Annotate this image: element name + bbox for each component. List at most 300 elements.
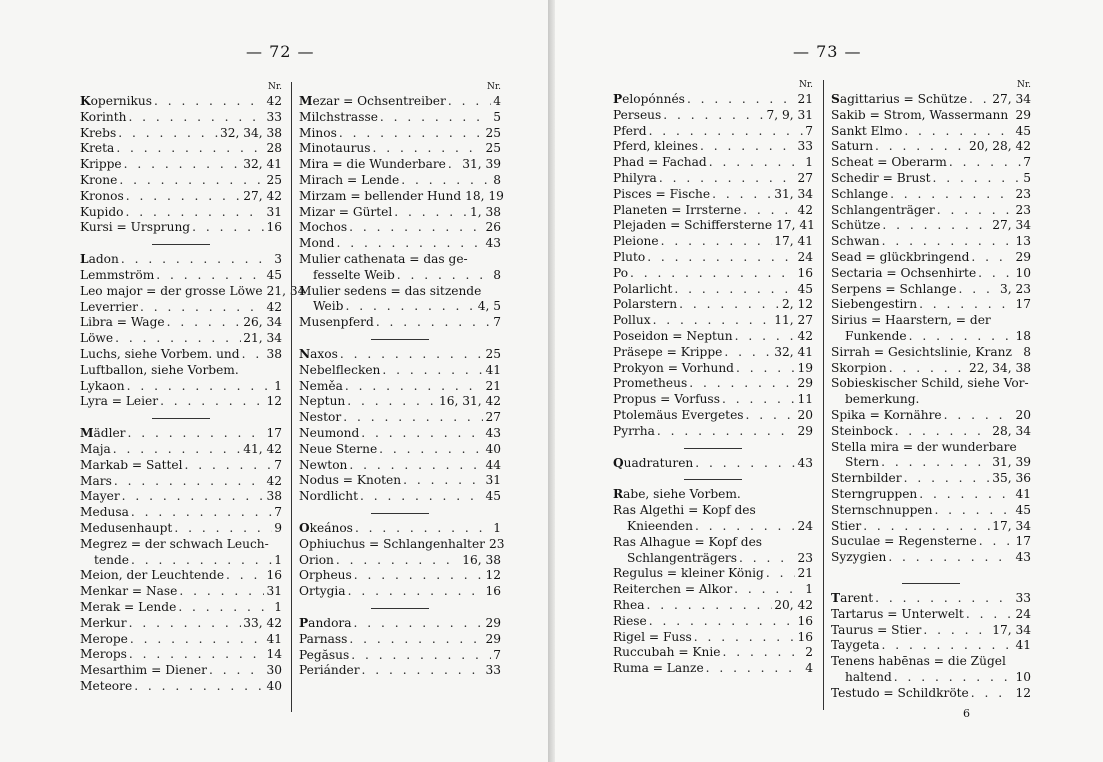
index-entry	[613, 108, 813, 124]
dot-leader	[448, 157, 460, 173]
entry-term: Luchs, siehe Vorbem. und	[80, 346, 240, 361]
index-column-left-2	[299, 82, 505, 679]
dot-leader	[746, 408, 796, 424]
dot-leader	[126, 205, 265, 221]
index-entry	[613, 250, 813, 266]
dot-leader	[894, 670, 1014, 686]
index-entry	[299, 236, 501, 252]
dot-leader	[971, 250, 1013, 266]
entry-number: 25	[485, 141, 501, 156]
entry-term: Perseus	[613, 107, 662, 122]
index-entry	[80, 252, 282, 268]
section-divider	[152, 244, 210, 245]
entry-number: 45	[1015, 502, 1031, 517]
index-entry	[80, 220, 282, 236]
dot-leader	[966, 607, 1014, 623]
dot-leader	[735, 329, 796, 345]
index-entry	[613, 598, 813, 614]
dot-leader	[890, 187, 1013, 203]
dot-leader	[470, 252, 499, 268]
index-entry	[613, 92, 813, 108]
entry-term: Ras Algethi = Kopf des	[613, 503, 756, 518]
index-entry	[613, 155, 813, 171]
entry-number: 33	[1015, 590, 1031, 605]
entry-number: 5	[1023, 170, 1031, 185]
entry-number: 30	[266, 663, 282, 678]
index-entry	[299, 363, 501, 379]
index-entry	[613, 266, 813, 282]
entry-number: 9	[274, 520, 282, 535]
dot-leader	[351, 648, 491, 664]
dot-leader	[349, 458, 483, 474]
dot-leader	[348, 584, 484, 600]
dot-leader	[969, 92, 990, 108]
entry-term: Mädler	[80, 426, 126, 441]
entry-number: 1	[805, 155, 813, 170]
dot-leader	[345, 379, 484, 395]
index-entry	[831, 550, 1031, 566]
section-divider	[902, 583, 960, 584]
entry-number: 27	[797, 170, 813, 185]
entry-number: 11	[797, 392, 813, 407]
entry-number: 7	[493, 315, 501, 330]
entry-term: Merkur	[80, 615, 127, 630]
entry-term: Siebengestirn	[831, 297, 918, 312]
entry-term: Ras Alhague = Kopf des	[613, 534, 763, 549]
entry-number: 28, 34	[992, 423, 1031, 438]
index-column-right-2	[831, 80, 1031, 701]
entry-number: 1	[274, 599, 282, 614]
entry-term: Mochos	[299, 220, 348, 235]
entry-number: 7	[805, 123, 813, 138]
index-entry	[80, 110, 282, 126]
dot-leader	[140, 300, 264, 316]
dot-leader	[343, 410, 483, 426]
entry-term: Markab = Sattel	[80, 457, 183, 472]
dot-leader	[919, 297, 1013, 313]
index-entry	[613, 456, 813, 472]
entry-number: 42	[797, 202, 813, 217]
spacer	[831, 566, 1031, 575]
entry-number: 22, 34, 38	[968, 360, 1031, 375]
index-entry	[80, 679, 282, 695]
index-entry	[80, 331, 282, 347]
entry-term: Suculae = Regensterne	[831, 534, 977, 549]
entry-number: 2	[805, 645, 813, 660]
dot-leader	[934, 503, 1013, 519]
dot-leader	[360, 489, 483, 505]
dot-leader	[336, 236, 483, 252]
entry-number: 2, 12	[781, 297, 813, 312]
entry-term: Maja	[80, 441, 111, 456]
index-entry	[80, 426, 282, 442]
entry-number: 21, 34	[243, 331, 282, 346]
entry-number: 10	[1015, 669, 1031, 684]
index-entry	[80, 205, 282, 221]
index-entry	[80, 126, 282, 142]
entry-number: 29	[485, 615, 501, 630]
index-entry	[831, 638, 1031, 654]
column-divider-left	[291, 82, 292, 712]
dot-leader	[349, 220, 483, 236]
entry-number: 40	[266, 678, 282, 693]
index-entry	[80, 94, 282, 110]
index-entry	[613, 139, 813, 155]
entry-term: Periánder	[299, 663, 360, 678]
dot-leader	[401, 173, 491, 189]
index-entry	[831, 670, 1031, 686]
index-entry	[299, 347, 501, 363]
entry-number: 8	[1023, 344, 1031, 359]
entry-number: 4, 5	[477, 299, 501, 314]
dot-leader	[226, 568, 264, 584]
nr-column-header: Nr.	[267, 82, 282, 92]
dot-leader	[881, 455, 990, 471]
entry-number: 45	[485, 489, 501, 504]
entry-number: 41	[1015, 486, 1031, 501]
entry-number: 1	[805, 582, 813, 597]
dot-leader	[1019, 440, 1029, 456]
index-entry	[831, 345, 1031, 361]
dot-leader	[209, 663, 265, 679]
entry-term: Lemmström	[80, 267, 155, 282]
entry-term: Mirach = Lende	[299, 172, 400, 187]
entry-term: Reiterchen = Alkor	[613, 582, 733, 597]
dot-leader	[376, 315, 491, 331]
entry-term: Kupido	[80, 204, 124, 219]
entry-number: 14	[266, 647, 282, 662]
index-entry	[299, 616, 501, 632]
dot-leader	[649, 124, 804, 140]
index-entry	[613, 203, 813, 219]
dot-leader	[919, 487, 1013, 503]
entry-term: Lykaon	[80, 378, 125, 393]
index-entry	[299, 458, 501, 474]
index-entry	[613, 376, 813, 392]
dot-leader	[959, 282, 998, 298]
index-entry	[613, 297, 813, 313]
right-page	[555, 0, 1103, 762]
entry-number: 31	[266, 204, 282, 219]
entry-term: Tenens habēnas = die Zügel	[831, 654, 1006, 669]
entry-number: 42	[266, 473, 282, 488]
entry-term: Plejaden = Schiffersterne	[613, 218, 773, 233]
entry-number: 18, 19	[465, 188, 504, 203]
entry-number: 38	[266, 489, 282, 504]
dot-leader	[663, 108, 764, 124]
dot-leader	[722, 645, 803, 661]
index-column-left-1	[80, 82, 306, 695]
dot-leader	[362, 663, 484, 679]
entry-number: 17	[1015, 534, 1031, 549]
dot-leader	[695, 456, 795, 472]
dot-leader	[1014, 345, 1021, 361]
entry-term: Ortygia	[299, 584, 346, 599]
dot-leader	[724, 345, 772, 361]
entry-number: 7, 9, 31	[766, 107, 813, 122]
dot-leader	[937, 203, 1014, 219]
dot-leader	[979, 534, 1014, 550]
index-entry	[299, 426, 501, 442]
entry-term: Poseidon = Neptun	[613, 328, 733, 343]
index-entry	[613, 345, 813, 361]
dot-leader	[734, 582, 803, 598]
dot-leader	[241, 363, 280, 379]
entry-term: Sternbilder	[831, 471, 902, 486]
entry-number: 17, 34	[992, 518, 1031, 533]
entry-number: 41, 42	[243, 441, 282, 456]
entry-term: Megrez = der schwach Leuch-	[80, 536, 269, 551]
index-entry	[80, 363, 282, 379]
entry-term: Tartarus = Unterwelt	[831, 606, 964, 621]
index-entry	[299, 473, 501, 489]
entry-term: Mesarthim = Diener	[80, 663, 207, 678]
index-entry	[613, 313, 813, 329]
dot-leader	[113, 442, 241, 458]
index-entry	[613, 424, 813, 440]
entry-term: Polarlicht	[613, 281, 673, 296]
entry-term: Taurus = Stier	[831, 622, 922, 637]
entry-term: Minos	[299, 125, 337, 140]
entry-term: Funkende	[845, 328, 907, 343]
entry-number: 29	[797, 376, 813, 391]
entry-term: Nodus = Knoten	[299, 473, 402, 488]
index-entry	[80, 632, 282, 648]
nr-column-header: Nr.	[798, 80, 813, 90]
dot-leader	[130, 632, 265, 648]
section-divider	[684, 448, 742, 449]
entry-term: Planeten = Irrsterne	[613, 202, 742, 217]
index-entry	[613, 218, 813, 234]
entry-number: 44	[485, 457, 501, 472]
entry-term: Polarstern	[613, 297, 678, 312]
entry-number: 42	[266, 299, 282, 314]
index-entry	[831, 218, 1031, 234]
entry-term: Schwan	[831, 234, 880, 249]
dot-leader	[380, 110, 491, 126]
entry-term: Pollux	[613, 313, 651, 328]
entry-term: Nestor	[299, 410, 342, 425]
entry-term: Orpheus	[299, 568, 352, 583]
entry-term: Schütze	[831, 218, 881, 233]
entry-term: Newton	[299, 457, 348, 472]
section-divider	[371, 513, 429, 514]
dot-leader	[339, 126, 484, 142]
entry-term: Stier	[831, 518, 862, 533]
entry-term: Pegăsus	[299, 647, 350, 662]
dot-leader	[178, 600, 272, 616]
index-entry	[831, 424, 1031, 440]
index-entry	[831, 534, 1031, 550]
entry-term: Löwe	[80, 331, 114, 346]
entry-term: Tarent	[831, 590, 874, 605]
dot-leader	[679, 297, 780, 313]
entry-term: Quadraturen	[613, 455, 694, 470]
entry-term: Schlange	[831, 186, 889, 201]
entry-term: Pferd, kleines	[613, 139, 699, 154]
dot-leader	[904, 471, 991, 487]
entry-term: Steinbock	[831, 423, 893, 438]
entry-term: Pferd	[613, 123, 647, 138]
index-entry	[831, 92, 1031, 108]
entry-term: Sead = glückbringend	[831, 249, 970, 264]
entry-term: Krippe	[80, 157, 122, 172]
entry-term: Riese	[613, 613, 647, 628]
entry-term: Kopernikus	[80, 94, 153, 108]
entry-number: 31	[266, 584, 282, 599]
entry-term: Rabe, siehe Vorbem.	[613, 487, 741, 502]
entry-term: Phad = Fachad	[613, 155, 707, 170]
index-entry	[613, 408, 813, 424]
dot-leader	[192, 220, 264, 236]
dot-leader	[921, 392, 1029, 408]
entry-number: 29	[1015, 107, 1031, 122]
index-entry	[613, 630, 813, 646]
dot-leader	[743, 203, 795, 219]
dot-leader	[944, 408, 1014, 424]
entry-term: Medusenhaupt	[80, 520, 173, 535]
index-entry	[613, 282, 813, 298]
dot-leader	[993, 313, 1029, 329]
index-column-right-1	[613, 80, 813, 677]
entry-term: Ruccubah = Knie	[613, 645, 721, 660]
dot-leader	[758, 503, 811, 519]
dot-leader	[712, 187, 772, 203]
entry-number: 27, 34	[992, 92, 1031, 106]
dot-leader	[766, 566, 796, 582]
entry-term: Ruma = Lanze	[613, 661, 704, 676]
entry-number: 20, 28, 42	[968, 139, 1031, 154]
entry-number: 31, 39	[992, 455, 1031, 470]
index-entry	[831, 282, 1031, 298]
dot-leader	[706, 661, 804, 677]
index-entry	[299, 536, 505, 553]
dot-leader	[394, 205, 468, 221]
index-entry	[831, 313, 1031, 329]
index-entry	[831, 376, 1031, 392]
index-entry	[299, 284, 501, 300]
entry-term: Menkar = Nase	[80, 584, 178, 599]
section-divider	[152, 418, 210, 419]
index-entry	[299, 632, 501, 648]
entry-term: Pandora	[299, 615, 352, 630]
entry-number: 40	[485, 441, 501, 456]
index-entry	[299, 205, 501, 221]
entry-number: 45	[266, 267, 282, 282]
dot-leader	[355, 521, 491, 537]
entry-term: Mulier sedens = das sitzende	[299, 283, 482, 298]
index-entry	[80, 300, 282, 316]
entry-number: 8	[493, 267, 501, 282]
index-entry	[831, 591, 1031, 607]
entry-term: Medusa	[80, 505, 129, 520]
index-entry	[613, 124, 813, 140]
index-entry	[613, 503, 813, 519]
entry-number: 41	[485, 362, 501, 377]
index-entry	[80, 616, 282, 632]
index-entry	[831, 187, 1031, 203]
index-entry	[831, 503, 1031, 519]
left-page	[0, 0, 548, 762]
dot-leader	[657, 424, 796, 440]
entry-number: 43	[485, 236, 501, 251]
entry-term: Pluto	[613, 249, 646, 264]
entry-number: 5	[493, 109, 501, 124]
index-entry	[299, 521, 501, 537]
index-entry	[831, 519, 1031, 535]
entry-number: 7	[274, 505, 282, 520]
entry-number: 32, 41	[243, 157, 282, 172]
index-entry	[80, 141, 282, 157]
page-number-right: — 73 —	[793, 42, 862, 61]
dot-leader	[128, 110, 264, 126]
entry-term: Präsepe = Krippe	[613, 344, 723, 359]
entry-term: Schedir = Brust	[831, 170, 931, 185]
entry-number: 25	[266, 172, 282, 187]
dot-leader	[904, 124, 1013, 140]
entry-term: Milchstrasse	[299, 109, 378, 124]
entry-term: Krone	[80, 172, 118, 187]
entry-number: 33	[797, 139, 813, 154]
index-entry	[831, 471, 1031, 487]
entry-term: Merak = Lende	[80, 599, 177, 614]
index-entry	[80, 283, 306, 300]
entry-number: 8	[493, 172, 501, 187]
dot-leader	[119, 173, 264, 189]
entry-number: 7	[493, 647, 501, 662]
entry-term: Scheat = Oberarm	[831, 155, 947, 170]
dot-leader	[115, 331, 241, 347]
dot-leader	[131, 553, 272, 569]
column-divider-right	[823, 80, 824, 710]
index-entry	[299, 188, 504, 205]
index-entry	[613, 392, 813, 408]
dot-leader	[373, 141, 484, 157]
entry-number: 16	[485, 584, 501, 599]
entry-term: Leo major = der grosse Löwe	[80, 283, 263, 298]
entry-term: Sankt Elmo	[831, 123, 903, 138]
entry-term: Krebs	[80, 125, 117, 140]
dot-leader	[340, 347, 484, 363]
entry-number: 16	[797, 629, 813, 644]
entry-number: 25	[485, 125, 501, 140]
entry-term: Weib	[313, 299, 344, 314]
entry-number: 4	[805, 661, 813, 676]
entry-term: Kreta	[80, 141, 115, 156]
index-entry	[831, 234, 1031, 250]
entry-term: Sobieskischer Schild, siehe Vor-	[831, 376, 1029, 391]
entry-term: Philyra	[613, 170, 657, 185]
dot-leader	[242, 347, 265, 363]
index-entry	[80, 584, 282, 600]
index-entry	[831, 623, 1031, 639]
entry-term: Merops	[80, 647, 127, 662]
index-entry	[613, 566, 813, 582]
dot-leader	[167, 315, 242, 331]
dot-leader	[689, 376, 795, 392]
index-entry	[80, 568, 282, 584]
entry-term: Neměa	[299, 378, 343, 393]
index-entry	[831, 155, 1031, 171]
entry-number: 23	[1015, 202, 1031, 217]
dot-leader	[185, 458, 273, 474]
index-entry	[299, 141, 501, 157]
entry-term: Orion	[299, 552, 334, 567]
entry-number: 32, 34, 38	[219, 125, 282, 140]
index-entry	[831, 329, 1031, 345]
index-entry	[831, 440, 1031, 456]
nr-column-header: Nr.	[486, 82, 501, 92]
